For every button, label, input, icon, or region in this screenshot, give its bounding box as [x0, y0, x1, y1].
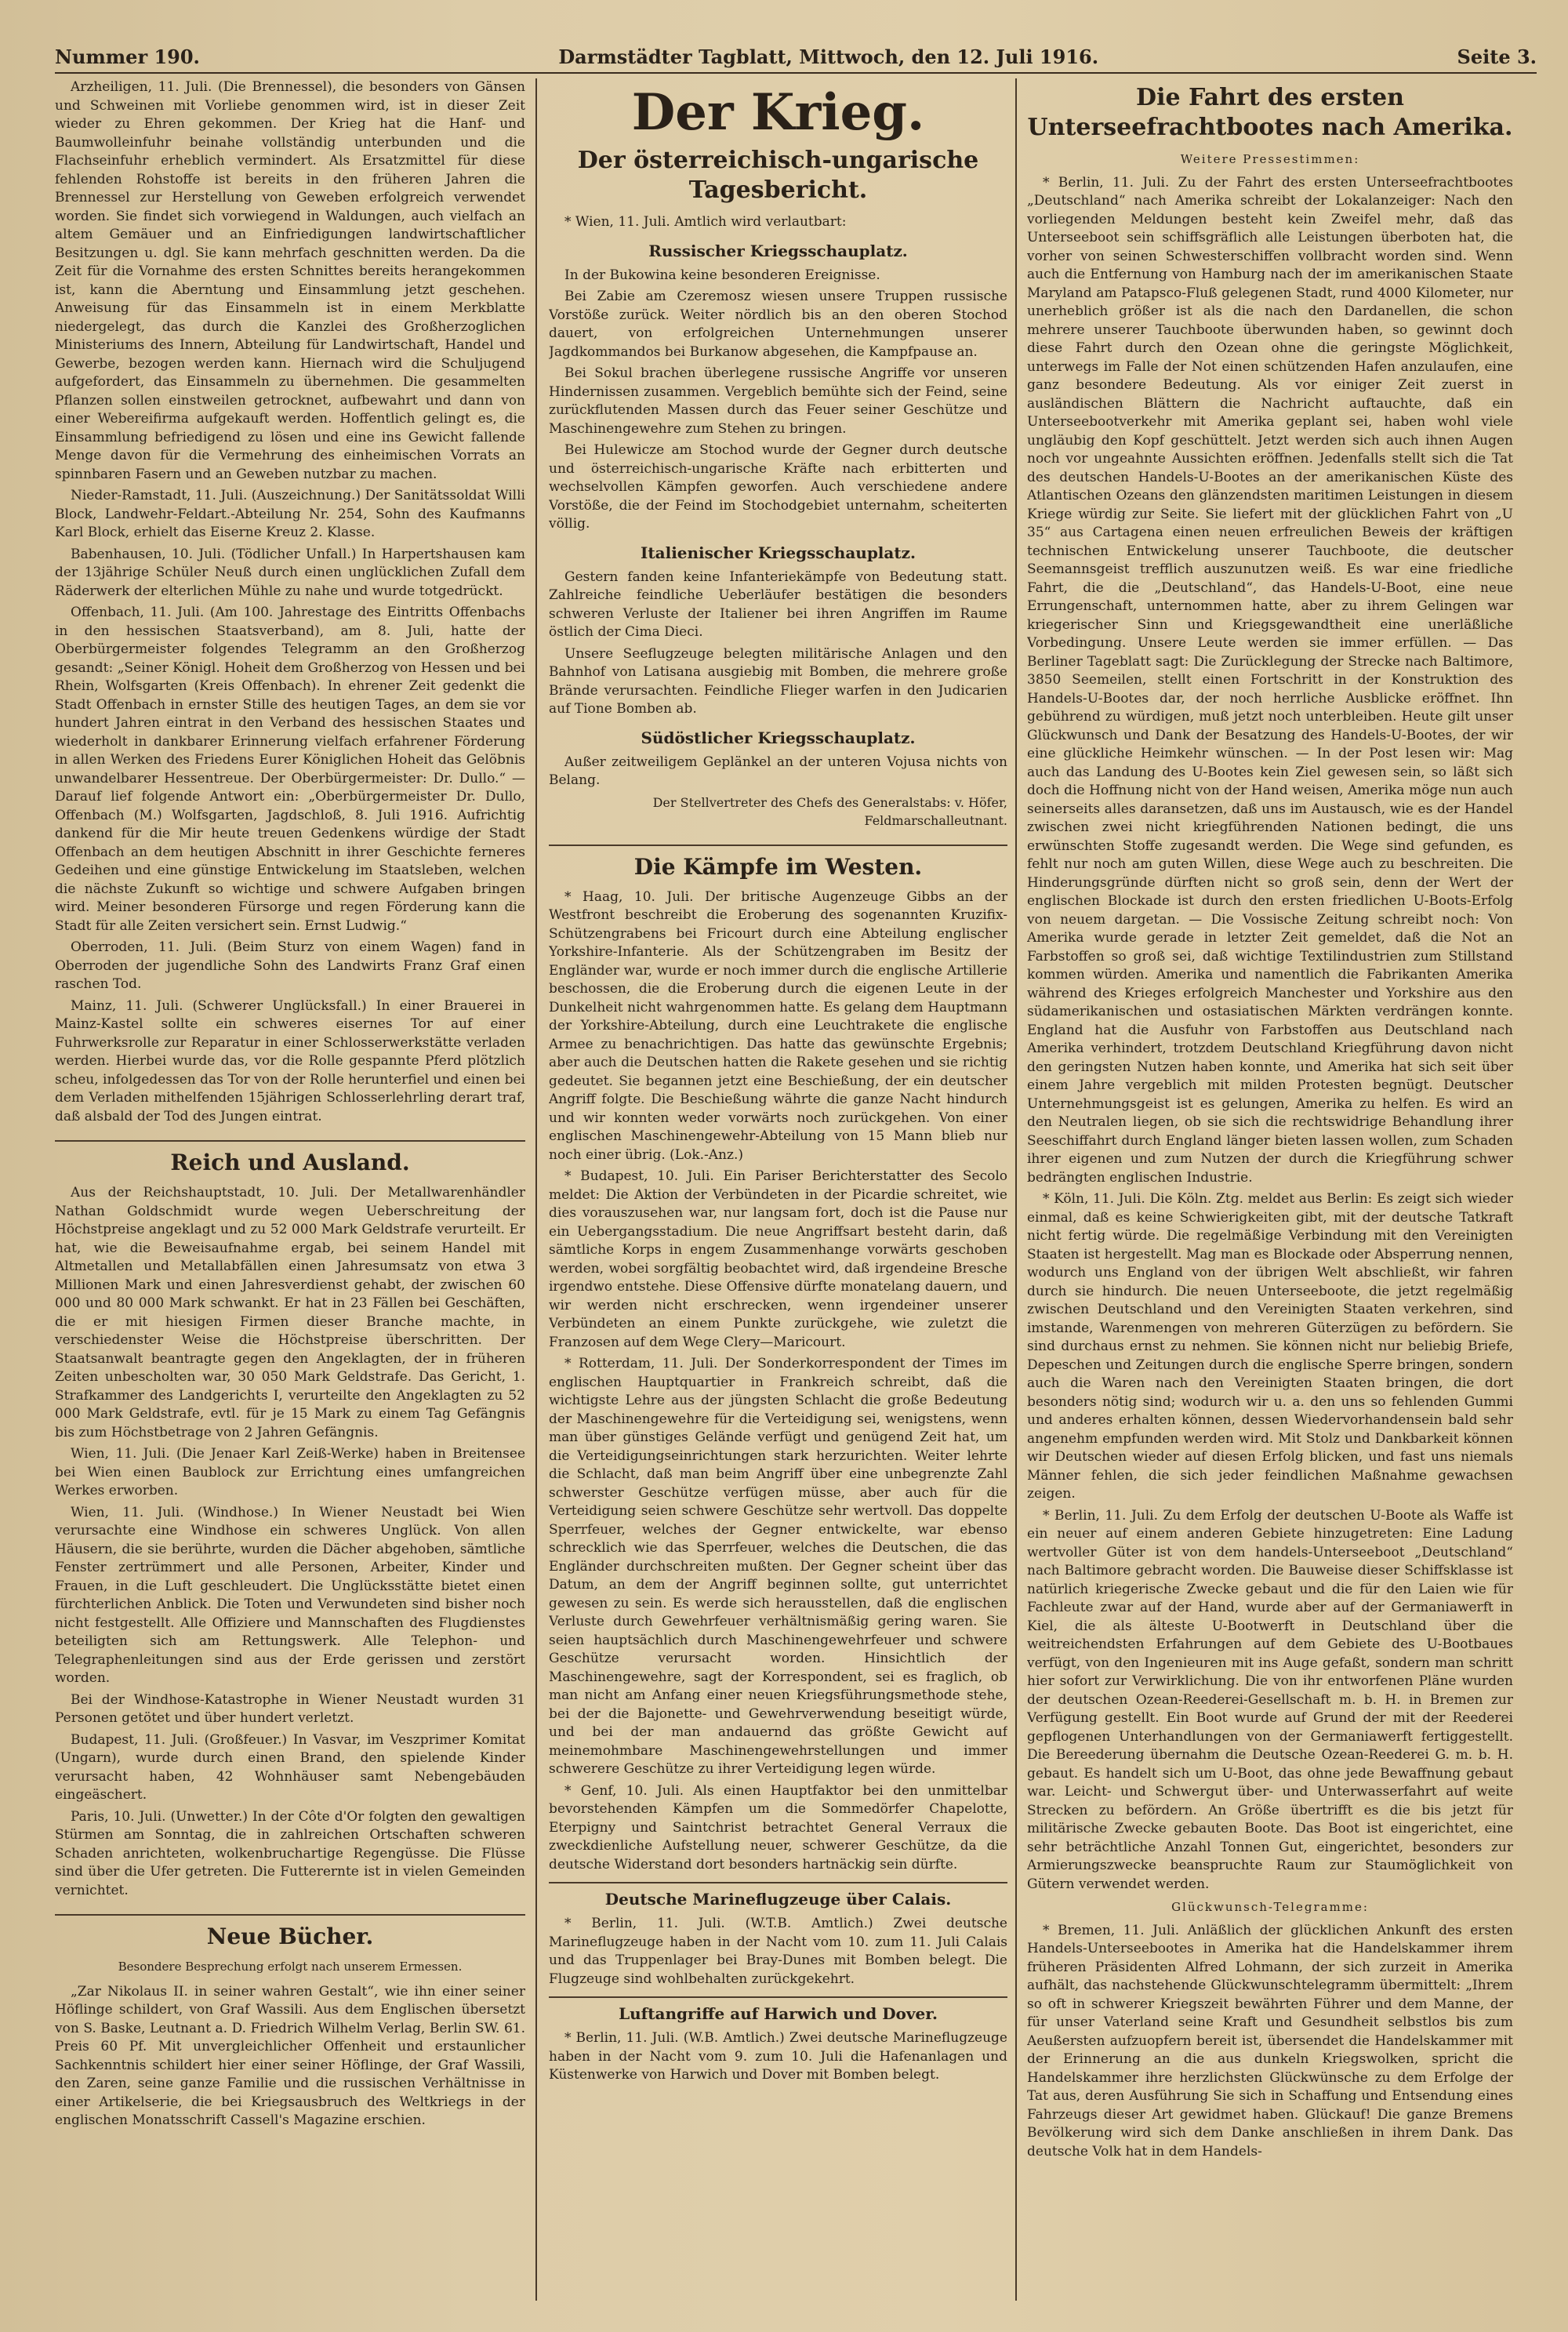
- article-paragraph: Außer zeitweiligem Geplänkel an der unteren Vojusa nichts von Belang.: [549, 754, 1007, 788]
- article-paragraph: Gestern fanden keine Infanteriekämpfe von Bedeutung statt. Zahlreiche feindliche Ueberläufer bestätigen die besonders schweren Verluste der Italiener bei ihren Angriffen im Raume östlich der Cima Dieci.: [549, 568, 1007, 640]
- sub-headline: Der österreichisch-ungarische Tagesbericht.: [577, 147, 979, 204]
- section-note-pressestimmen: Weitere Pressestimmen:: [1180, 152, 1360, 166]
- column-middle: [549, 78, 1007, 2301]
- article-paragraph: Bei Sokul brachen überlegene russische Angriffe vor unseren Hindernissen zusammen. Vergeblich bemühte sich der Feind, seine zurückflutenden Massen durch das Feuer seiner Geschütze und Maschinengewehre zum Stehen zu bringen.: [549, 365, 1007, 437]
- issue-number: Nummer 190.: [55, 45, 200, 68]
- article-paragraph: Babenhausen, 10. Juli. (Tödlicher Unfall.) In Harpertshausen kam der 13jährige Schüler Neuß durch einen unglücklichen Zufall dem Räderwerk der elterlichen Mühle zu nahe und wurde totgedrückt.: [55, 546, 525, 599]
- dateline: * Wien, 11. Juli. Amtlich wird verlautbart:: [564, 214, 847, 230]
- article-paragraph: Nieder-Ramstadt, 11. Juli. (Auszeichnung.) Der Sanitätssoldat Willi Block, Landwehr-Feldart.-Abteilung Nr. 254, Sohn des Kaufmanns Karl Block, erhielt das Eiserne Kreuz 2. Klasse.: [55, 488, 525, 540]
- main-headline: Der Krieg.: [631, 83, 925, 142]
- article-paragraph: Offenbach, 11. Juli. (Am 100. Jahrestage des Eintritts Offenbachs in den hessischen Staatsverband), am 8. Juli, hatte der Oberbürgermeister folgendes Telegramm an den Großherzog gesandt: „Seiner Königl. Hoheit dem Großherzog von Hessen und bei Rhein, Wolfsgarten (Kreis Offenbach). In ehrener Zeit gedenkt die Stadt Offenbach in ernster Stille des heutigen Tages, an dem sie vor hundert Jahren eintrat in den Verband des hessischen Staates und wiederholt in dankbarer Erinnerung vielfach erfahrener Förderung in allen Werken des Friedens Eurer Königlichen Hoheit das Gelöbnis unwandelbarer Hessentreue. Der Oberbürgermeister: Dr. Dullo.“ — Darauf lief folgende Antwort ein: „Oberbürgermeister Dr. Dullo, Offenbach (M.) Wolfsgarten, Jagdschloß, 8. Juli 1916. Aufrichtig dankend für die Mir heute treuen Gedenkens würdige der Stadt Offenbach an dem heutigen Abschnitt in ihrer Geschichte ferneres Gedeihen und eine günstige Entwickelung im Staatsleben, welchen die nächste Zukunft so wichtige und schwere Aufgaben bringen wird. Meiner besonderen Fürsorge und regen Förderung kann die Stadt für alle Zeiten versichert sein. Ernst Ludwig.“: [55, 605, 525, 934]
- article-paragraph: * Berlin, 11. Juli. (W.T.B. Amtlich.) Zwei deutsche Marineflugzeuge haben in der Nacht vom 10. zum 11. Juli Calais und das Truppenlager bei Bray-Dunes mit Bomben belegt. Die Flugzeuge sind wohlbehalten zurückgekehrt.: [549, 1916, 1007, 1987]
- section-title-neue-buecher: Neue Bücher.: [55, 1914, 525, 1950]
- article-paragraph: Unsere Seeflugzeuge belegten militärische Anlagen und den Bahnhof von Latisana ausgiebig mit Bomben, die mehrere große Brände verursachten. Feindliche Flieger warfen in den Judicarien auf Tione Bomben ab.: [549, 645, 1007, 717]
- section-note-telegramme: Glückwunsch-Telegramme:: [1171, 1900, 1369, 1914]
- article-paragraph: Bei Hulewicze am Stochod wurde der Gegner durch deutsche und österreichisch-ungarische Kräfte nach erbitterten und wechselvollen Kämpfen geworfen. Auch verschiedene andere Vorstöße, die der Feind im Stochodgebiet unternahm, scheiterten völlig.: [549, 442, 1007, 532]
- subsection-title-italian: Italienischer Kriegsschauplatz.: [641, 543, 916, 562]
- article-paragraph: „Zar Nikolaus II. in seiner wahren Gestalt“, wie ihn einer seiner Höflinge schildert, von Graf Wassili. Aus dem Englischen übersetzt von S. Baske, Leutnant a. D. Friedrich Wilhelm Verlag, Berlin SW. 61. Preis 60 Pf. Mit unvergleichlicher Offenheit und erstaunlicher Sachkenntnis schildert hier einer seiner Höflinge, der Graf Wassili, den Zaren, seine ganze Familie und die russischen Verhältnisse in einer Artikelserie, die bei Kriegsausbruch des Weltkriegs in der englischen Monatsschrift Cassell's Magazine erschien.: [55, 1983, 525, 2128]
- article-paragraph: Paris, 10. Juli. (Unwetter.) In der Côte d'Or folgten den gewaltigen Stürmen am Sonntag, die in zahlreichen Ortschaften schweren Schaden anrichteten, wolkenbruchartige Regengüsse. Die Flüsse sind über die Ufer getreten. Die Futterernte ist in vielen Gemeinden vernichtet.: [55, 1808, 525, 1898]
- page-header: [55, 41, 1537, 74]
- article-paragraph: * Berlin, 11. Juli. Zu dem Erfolg der deutschen U-Boote als Waffe ist ein neuer auf einem anderen Gebiete hinzugetreten: Eine Ladung wertvoller Güter ist von dem handels-Unterseeboot „Deutschland“ nach Baltimore gebracht worden. Die Bauweise dieser Schiffsklasse ist natürlich kriegerische Zwecke gebaut und die für den Laien wie für Fachleute zwar auf der Hand, wurde aber auf der Germaniawerft in Kiel, die als älteste U-Bootwerft in Deutschland über die weitreichendsten Erfahrungen auf dem Gebiete des U-Bootbaues verfügt, von den Ingenieuren mit ins Auge gefaßt, sondern man schritt hier sofort zur Verwirklichung. Die von ihr entworfenen Pläne wurden der deutschen Ozean-Reederei-Gesellschaft m. b. H. in Bremen zur Verfügung gestellt. Ein Boot wurde auf Grund der mit der Reederei gepflogenen Unterhandlungen von der Germaniawerft fertiggestellt. Die Bereederung übernahm die Deutsche Ozean-Reederei G. m. b. H. gebaut. Es handelt sich um U-Boot, das ohne jede Bewaffnung gebaut war. Leicht- und Schwergut über- und Unterwasserfahrt auf weite Strecken zu befördern. An Größe übertrifft es die bis jetzt für militärische Zwecke gebauten Boote. Das Boot ist eingerichtet, eine sehr beträchtliche Anzahl Tonnen Gut, eingerichtet, besonders zur Armierungszwecke beanspruchte Raum zur Staumöglichkeit von Gütern verwendet werden.: [1027, 1507, 1513, 1892]
- section-title-westen: Die Kämpfe im Westen.: [549, 845, 1007, 881]
- article-paragraph: Mainz, 11. Juli. (Schwerer Unglücksfall.) In einer Brauerei in Mainz-Kastel sollte ein schweres eisernes Tor auf einer Fuhrwerksrolle zur Reparatur in einer Schlosserwerkstätte verladen werden. Hierbei wurde das, vor die Rolle gespannte Pferd plötzlich scheu, infolgedessen das Tor von der Rolle herunterfiel und einen bei dem Verladen mithelfenden 15jährigen Schlosserlehrling derart traf, daß alsbald der Tod des Jungen eintrat.: [55, 997, 525, 1124]
- article-paragraph: Wien, 11. Juli. (Windhose.) In Wiener Neustadt bei Wien verursachte eine Windhose ein schweres Unglück. Von allen Häusern, die sie berührte, wurden die Dächer abgehoben, sämtliche Fenster zertrümmert und alle Personen, Arbeiter, Kinder und Frauen, in die Luft geschleudert. Die Unglücksstätte bietet einen fürchterlichen Anblick. Die Toten und Verwundeten sind bisher noch nicht festgestellt. Alle Offiziere und Mannschaften des Flugdienstes beteiligten sich am Rettungswerk. Alle Telephon- und Telegraphenleitungen sind aus der Erde gerissen und zerstört worden.: [55, 1504, 525, 1686]
- subsection-title-southeast: Südöstlicher Kriegsschauplatz.: [641, 728, 916, 747]
- signature: Der Stellvertreter des Chefs des Generalstabs: v. Höfer, Feldmarschalleutnant.: [652, 794, 1007, 828]
- page-number: Seite 3.: [1457, 45, 1537, 68]
- column-left: [55, 78, 525, 2301]
- article-paragraph: Wien, 11. Juli. (Die Jenaer Karl Zeiß-Werke) haben in Breitensee bei Wien einen Baublock zur Errichtung eines umfangreichen Werkes erworben.: [55, 1446, 525, 1498]
- article-paragraph: * Berlin, 11. Juli. (W.B. Amtlich.) Zwei deutsche Marineflugzeuge haben in der Nacht vom 9. zum 10. Juli die Hafenanlagen und Küstenwerke von Harwich und Dover mit Bomben belegt.: [549, 2030, 1007, 2083]
- article-paragraph: * Budapest, 10. Juli. Ein Pariser Berichterstatter des Secolo meldet: Die Aktion der Verbündeten in der Picardie schreitet, wie dies vorauszusehen war, nur langsam fort, doch ist die Pause nur ein Uebergangsstadium. Die neue Angriffsart besteht darin, daß sämtliche Korps in engem Zusammenhange vorwärts geschoben werden, wobei sorgfältig beobachtet wird, daß irgendeine Bresche irgendwo entstehe. Diese Offensive dürfte monatelang dauern, und wir werden nicht erschrecken, wenn irgendeiner unserer Verbündeten an einem Punkte zurückgehe, wie zuletzt die Franzosen auf dem Wege Clery—Maricourt.: [549, 1168, 1007, 1350]
- article-paragraph: Aus der Reichshauptstadt, 10. Juli. Der Metallwarenhändler Nathan Goldschmidt wurde wegen Ueberschreitung der Höchstpreise angeklagt und zu 52 000 Mark Geldstrafe verurteilt. Er hat, wie die Beweisaufnahme ergab, bei seinem Handel mit Altmetallen und Metallabfällen einen Jahresumsatz von etwa 3 Millionen Mark und einen Jahresverdienst gehabt, der zwischen 60 000 und 80 000 Mark schwankt. Er hat in 23 Fällen bei Geschäften, die er mit hiesigen Firmen dieser Branche machte, in verschiedenster Weise die Höchstpreise überschritten. Der Staatsanwalt beantragte gegen den Angeklagten, der in früheren Zeiten unbescholten war, 30 050 Mark Geldstrafe. Das Gericht, 1. Strafkammer des Landgerichts I, verurteilte den Angeklagten zu 52 000 Mark Geldstrafe, evtl. für je 15 Mark zu einem Tag Gefängnis bis zum Höchstbetrage von 2 Jahren Gefängnis.: [55, 1185, 525, 1440]
- article-paragraph: Oberroden, 11. Juli. (Beim Sturz von einem Wagen) fand in Oberroden der jugendliche Sohn des Landwirts Franz Graf einen raschen Tod.: [55, 939, 525, 992]
- article-paragraph: * Rotterdam, 11. Juli. Der Sonderkorrespondent der Times im englischen Hauptquartier in Frankreich schreibt, daß die wichtigste Lehre aus der jüngsten Schlacht die große Bedeutung der Maschinengewehre für die Verteidigung sei, wenigstens, wenn man über günstiges Gelände verfügt und genügend Zeit hat, um die Verteidigungseinrichtungen stark herzurichten. Weiter lehrte die Schlacht, daß man beim Angriff über eine unbegrenzte Zahl schwerster Geschütze verfügen müsse, aber auch für die Verteidigung seien schwere Geschütze sehr wertvoll. Das doppelte Sperrfeuer, welches der Gegner entwickelte, war ebenso schrecklich wie das Sperrfeuer, welches die Deutschen, die das Engländer durchschreiten mußten. Der Gegner scheint über das Datum, an dem der Angriff beginnen sollte, gut unterrichtet gewesen zu sein. Es werde sich herausstellen, daß die englischen Verluste durch Gewehrfeuer verhältnismäßig gering waren. Sie seien hauptsächlich durch Maschinengewehrfeuer und schwere Geschütze verursacht worden. Hinsichtlich der Maschinengewehre, sagt der Korrespondent, sei es fraglich, ob man nicht am Anfang einer neuen Kriegsführungsmethode stehe, bei der die Bajonette- und Gewehrverwendung beseitigt würde, und bei der man andauernd das größte Gewicht auf meinemohmbare Maschinengewehrstellungen und immer schwerere Geschütze zu ihrer Verteidigung legen würde.: [549, 1356, 1007, 1777]
- article-paragraph: In der Bukowina keine besonderen Ereignisse.: [564, 267, 880, 283]
- masthead-dateline: Darmstädter Tagblatt, Mittwoch, den 12. Juli 1916.: [558, 45, 1099, 68]
- article-paragraph: * Berlin, 11. Juli. Zu der Fahrt des ersten Unterseefrachtbootes „Deutschland“ nach Amerika schreibt der Lokalanzeiger: Nach den vorliegenden Meldungen besteht kein Zweifel mehr, daß das Unterseeboot sein schiffsgräflich alle Leistungen überboten hat, die vorher von seinen Schwesterschiffen vollbracht worden sind. Wenn auch die Entfernung von Hamburg nach der im amerikanischen Staate Maryland am Patapsco-Fluß gelegenen Stadt, rund 4000 Kilometer, nur unerheblich größer ist als die nach den Dardanellen, die schon mehrere unserer Tauchboote überwunden haben, so gewinnt doch diese Fahrt durch den Ozean ohne die geringste Möglichkeit, unterwegs im Falle der Not einen schützenden Hafen anzulaufen, eine ganz besondere Bedeutung. Als vor einiger Zeit zuerst in ausländischen Blättern die Nachricht auftauchte, daß ein Unterseebootverkehr mit Amerika geplant sei, haben wohl viele ungläubig den Kopf geschüttelt. Jetzt werden sich auch ihnen Augen noch vor ungeahnte Aussichten eröffnen. Jedenfalls stellt sich die Tat des deutschen Handels-U-Bootes an der amerikanischen Küste des Atlantischen Ozeans den glänzendsten maritimen Leistungen in diesem Kriege würdig zur Seite. Sie liefert mit der glücklichen Fahrt von „U 35“ aus Cartagena einen neuen erfreulichen Beweis der kräftigen technischen Entwickelung unserer Tauchboote, die deutscher Seemannsgeist trefflich auszunutzen weiß. Es war eine friedliche Fahrt, die die „Deutschland“, das Handels-U-Boot, eine neue Errungenschaft, unternommen hatte, aber zu ihrem Gelingen war kriegerischer Sinn und Kriegsgewandtheit eine unerläßliche Vorbedingung. Unsere Leute werden sie immer erfüllen. — Das Berliner Tageblatt sagt: Die Zurücklegung der Strecke nach Baltimore, 3850 Seemeilen, stellt einen Fortschritt in der Konstruktion des Handels-U-Bootes dar, der noch herrliche Ausblicke eröffnet. Ihn gebührend zu würdigen, muß jetzt noch unterbleiben. Heute gilt unser Glückwunsch und Dank der Besatzung des Handels-U-Bootes, der wir eine glückliche Heimkehr wünschen. — In der Post lesen wir: Mag auch das Landung des U-Bootes kein Ziel gewesen sein, so läßt sich doch die Hoffnung nicht von der Hand weisen, Amerika möge nun auch seinerseits alles daransetzen, daß uns im Austausch, wie es der Handel zwischen zwei nicht kriegführenden Nationen bedingt, die uns erwünschten Stoffe zugesandt werden. Die Wege sind gefunden, es fehlt nur noch am guten Willen, diese Wege auch zu beschreiten. Die Hinderungsgründe dürften nicht so groß sein, denn der Wert der englischen Blockade ist durch den ersten friedlichen U-Boots-Erfolg von neuem dargetan. — Die Vossische Zeitung schreibt noch: Von Amerika wurde gerade in letzter Zeit gemeldet, daß die Not an Farbstoffen so groß sei, daß wichtige Textilindustrien zum Stillstand kommen würden. Amerika und namentlich die Fabrikanten Amerika während des Krieges erfolgreich Manchester und Yorkshire aus den südamerikanischen und ostasiatischen Märkten verdrängen konnte. England hat die Ausfuhr von Farbstoffen aus Deutschland nach Amerika verhindert, trotzdem Deutschland Kriegführung davon nicht den geringsten Nutzen haben konnte, und Amerika hat sich seit über einem Jahre vergeblich mit milden Protesten begnügt. Deutscher Unternehmungsgeist ist es gelungen, Amerika zu helfen. Es wird an den Neutralen liegen, ob sie sich die rechtswidrige Behandlung ihrer Seeschiffahrt durch England länger bieten lassen wollen, zum Schaden ihrer eigenen und zum Nutzen der durch die Kriegführung schwer bedrängten englischen Industrie.: [1027, 174, 1513, 1186]
- article-paragraph: Bei der Windhose-Katastrophe in Wiener Neustadt wurden 31 Personen getötet und über hundert verletzt.: [55, 1691, 525, 1726]
- article-headline-unterseefrachtboot: Die Fahrt des ersten Unterseefrachtbootes nach Amerika.: [1027, 84, 1513, 141]
- article-paragraph: Arzheiligen, 11. Juli. (Die Brennessel), die besonders von Gänsen und Schweinen mit Vorliebe genommen wird, ist in dieser Zeit wieder zu Ehren gekommen. Der Krieg hat die Hanf- und Baumwolleinfuhr beinahe vollständig unterbunden und die Flachseinfuhr erheblich vermindert. Als Ersatzmittel für diese fehlenden Rohstoffe ist bereits in den früheren Jahren die Brennessel zur Herstellung von Geweben erfolgreich verwendet worden. Sie findet sich vorwiegend in Waldungen, auch vielfach an altem Gemäuer und an Einfriedigungen landwirtschaftlicher Besitzungen u. dgl. Sie kann mehrfach geschnitten werden. Da die Zeit für die Vornahme des ersten Schnittes bereits herangekommen ist, kann die Aberntung und Einsammlung jetzt geschehen. Anweisung für das Einsammeln ist in einem Merkblatte niedergelegt, das durch die Kanzlei des Großherzoglichen Ministeriums des Innern, Abteilung für Landwirtschaft, Handel und Gewerbe, bezogen werden kann. Hiernach wird die Schuljugend aufgefordert, das Einsammeln zu übernehmen. Die gesammelten Pflanzen sollen einstweilen getrocknet, aufbewahrt und dann von einer Webereifirma aufgekauft werden. Hoffentlich gelingt es, die Einsammlung befriedigend zu lösen und eine ins Gewicht fallende Menge davon für die Vermehrung des einheimischen Vorrats an spinnbaren Fasern und an Geweben nutzbar zu machen.: [55, 79, 525, 482]
- article-paragraph: * Genf, 10. Juli. Als einen Hauptfaktor bei den unmittelbar bevorstehenden Kämpfen um die Sommedörfer Chapelotte, Eterpigny und Saintchrist betrachtet General Verraux die zweckdienliche Aufstellung neuer, schwerer Geschütze, da die deutsche Widerstand dort besonders hartnäckig sein dürfte.: [549, 1782, 1007, 1873]
- section-note: Besondere Besprechung erfolgt nach unserem Ermessen.: [118, 1960, 463, 1974]
- column-divider-2: [1015, 78, 1017, 2301]
- section-title-luftangriffe: Luftangriffe auf Harwich und Dover.: [549, 1996, 1007, 2025]
- section-title-reich-ausland: Reich und Ausland.: [55, 1140, 525, 1176]
- column-divider-1: [535, 78, 537, 2301]
- column-right: [1027, 78, 1513, 2301]
- article-paragraph: Budapest, 11. Juli. (Großfeuer.) In Vasvar, im Veszprimer Komitat (Ungarn), wurde durch einen Brand, den spielende Kinder verursacht haben, 42 Wohnhäuser samt Nebengebäuden eingeäschert.: [55, 1731, 525, 1803]
- section-title-marine: Deutsche Marineflugzeuge über Calais.: [549, 1882, 1007, 1910]
- article-paragraph: * Köln, 11. Juli. Die Köln. Ztg. meldet aus Berlin: Es zeigt sich wieder einmal, daß es keine Schwierigkeiten gibt, mit der deutsche Tatkraft nicht fertig würde. Die regelmäßige Verbindung mit den Vereinigten Staaten ist hergestellt. Mag man es Blockade oder Absperrung nennen, wodurch uns England von der übrigen Welt abschließt, wir fahren durch sie hindurch. Die neuen Unterseeboote, die jetzt regelmäßig zwischen Deutschland und den Vereinigten Staaten verkehren, sind imstande, Warenmengen von mehreren Güterzügen zu befördern. Sie sind durchaus ernst zu nehmen. Sie können nicht nur beliebig Briefe, Depeschen und Zeitungen durch die englische Sperre bringen, sondern auch die Waren nach den Vereinigten Staaten bringen, die dort besonders nötig sind; wodurch wir u. a. den uns so fehlenden Gummi und anderes erhalten können, dessen Wiedervorhandensein bald sehr angenehm empfunden werden wird. Mit Stolz und Dankbarkeit können wir Deutschen wieder auf diesen Erfolg blicken, und fast uns niemals Männer fehlen, die sich jeder feindlichen Maßnahme gewachsen zeigen.: [1027, 1191, 1513, 1502]
- article-paragraph: * Bremen, 11. Juli. Anläßlich der glücklichen Ankunft des ersten Handels-Unterseebootes in Amerika hat die Handelskammer ihrem früheren Präsidenten Alfred Lohmann, der sich zurzeit in Amerika aufhält, das nachstehende Glückwunschtelegramm übermittelt: „Ihrem so oft in schwerer Kriegszeit bewährten Führer und dem Manne, der für unser Vaterland seine Kraft und Gesundheit selbstlos bis zum Aeußersten aufzuopfern bereit ist, übersendet die Handelskammer mit der Erinnerung an die aus dunkeln Kriegswolken, spricht die Handelskammer ihre herzlichsten Glückwünsche zu dem Erfolge der Tat aus, deren Ausführung Sie sich in Schaffung und Entsendung eines Fahrzeugs dieser Art gewidmet haben. Glückauf! Die ganze Bremens Bevölkerung wird sich dem Danke anschließen in ihrem Dank. Das deutsche Volk hat in dem Handels-: [1027, 1922, 1513, 2159]
- subsection-title-russian: Russischer Kriegsschauplatz.: [648, 241, 908, 260]
- article-paragraph: * Haag, 10. Juli. Der britische Augenzeuge Gibbs an der Westfront beschreibt die Eroberung des sogenannten Kruzifix-Schützengrabens bei Fricourt durch eine Abteilung englischer Yorkshire-Infanterie. Als der Schützengraben im Besitz der Engländer war, wurde er noch immer durch die englische Artillerie beschossen, die die Eroberung durch die eigenen Leute in der Dunkelheit nicht wahrgenommen hatte. Es gelang dem Hauptmann der Yorkshire-Abteilung, durch eine Leuchtrakete die englische Armee zu benachrichtigen. Das hatte das gewünschte Ergebnis; aber auch die Deutschen hatten die Rakete gesehen und sie richtig gedeutet. Sie begannen jetzt eine Beschießung, der ein deutscher Angriff folgte. Die Beschießung währte die ganze Nacht hindurch und wir konnten weder vorwärts noch zurückgehen. Von einer englischen Maschinengewehr-Abteilung von 15 Mann blieb nur noch einer übrig. (Lok.-Anz.): [549, 888, 1007, 1163]
- article-paragraph: Bei Zabie am Czeremosz wiesen unsere Truppen russische Vorstöße zurück. Weiter nördlich bis an den oberen Stochod dauert, von erfolgreichen Unternehmungen unserer Jagdkommandos bei Burkanow abgesehen, die Kampfpause an.: [549, 289, 1007, 360]
